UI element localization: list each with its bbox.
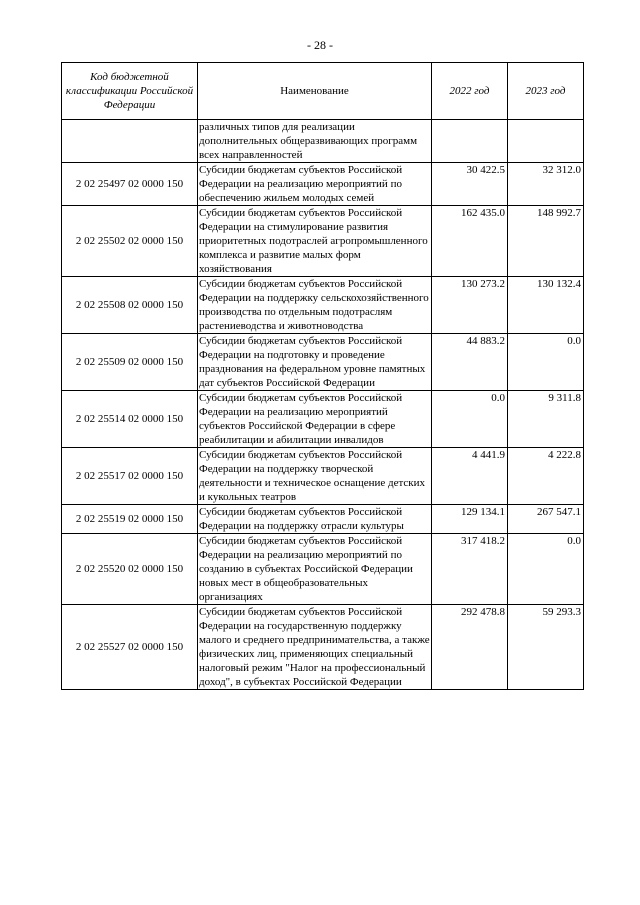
- cell-2023: [508, 120, 584, 163]
- cell-name: Субсидии бюджетам субъектов Российской Федерации на реализацию мероприятий по созданию в субъектах Российской Федерации новых мест в общеобразовательных организациях: [198, 534, 432, 605]
- header-name: Наименование: [198, 63, 432, 120]
- cell-code: 2 02 25527 02 0000 150: [62, 605, 198, 690]
- table-row: [62, 334, 584, 391]
- cell-code: 2 02 25517 02 0000 150: [62, 448, 198, 505]
- table-row: [62, 505, 584, 534]
- cell-2023: 59 293.3: [508, 605, 584, 690]
- cell-2022: [432, 120, 508, 163]
- cell-code: 2 02 25508 02 0000 150: [62, 277, 198, 334]
- cell-code: [62, 120, 198, 163]
- cell-2022: 0.0: [432, 391, 508, 448]
- cell-2022: 44 883.2: [432, 334, 508, 391]
- table-row: [62, 605, 584, 690]
- cell-2023: 9 311.8: [508, 391, 584, 448]
- header-2022: 2022 год: [432, 63, 508, 120]
- table-row: [62, 277, 584, 334]
- cell-name: различных типов для реализации дополнительных общеразвивающих программ всех направленностей: [198, 120, 432, 163]
- cell-2022: 30 422.5: [432, 163, 508, 206]
- cell-2023: 32 312.0: [508, 163, 584, 206]
- cell-name: Субсидии бюджетам субъектов Российской Федерации на реализацию мероприятий субъектов Российской Федерации в сфере реабилитации и абилитации инвалидов: [198, 391, 432, 448]
- cell-name: Субсидии бюджетам субъектов Российской Федерации на поддержку отрасли культуры: [198, 505, 432, 534]
- cell-name: Субсидии бюджетам субъектов Российской Федерации на реализацию мероприятий по обеспечению жильем молодых семей: [198, 163, 432, 206]
- table-row: [62, 391, 584, 448]
- cell-code: 2 02 25497 02 0000 150: [62, 163, 198, 206]
- table-row: [62, 120, 584, 163]
- table-row: [62, 206, 584, 277]
- cell-2022: 130 273.2: [432, 277, 508, 334]
- cell-code: 2 02 25519 02 0000 150: [62, 505, 198, 534]
- cell-2023: 4 222.8: [508, 448, 584, 505]
- table-row: [62, 163, 584, 206]
- table-row: [62, 448, 584, 505]
- budget-table: [61, 62, 584, 690]
- cell-2023: 267 547.1: [508, 505, 584, 534]
- cell-2022: 162 435.0: [432, 206, 508, 277]
- cell-2023: 0.0: [508, 534, 584, 605]
- cell-code: 2 02 25520 02 0000 150: [62, 534, 198, 605]
- cell-2022: 129 134.1: [432, 505, 508, 534]
- cell-code: 2 02 25514 02 0000 150: [62, 391, 198, 448]
- cell-2023: 0.0: [508, 334, 584, 391]
- cell-2022: 317 418.2: [432, 534, 508, 605]
- header-code: Код бюджетной классификации Российской Федерации: [62, 63, 198, 120]
- cell-2022: 4 441.9: [432, 448, 508, 505]
- header-2023: 2023 год: [508, 63, 584, 120]
- cell-name: Субсидии бюджетам субъектов Российской Федерации на поддержку сельскохозяйственного производства по отдельным подотраслям растениеводства и животноводства: [198, 277, 432, 334]
- cell-2022: 292 478.8: [432, 605, 508, 690]
- header-row: [62, 63, 584, 120]
- cell-name: Субсидии бюджетам субъектов Российской Федерации на поддержку творческой деятельности и техническое оснащение детских и кукольных театров: [198, 448, 432, 505]
- cell-code: 2 02 25502 02 0000 150: [62, 206, 198, 277]
- cell-2023: 130 132.4: [508, 277, 584, 334]
- cell-code: 2 02 25509 02 0000 150: [62, 334, 198, 391]
- cell-name: Субсидии бюджетам субъектов Российской Федерации на стимулирование развития приоритетных подотраслей агропромышленного комплекса и развитие малых форм хозяйствования: [198, 206, 432, 277]
- cell-2023: 148 992.7: [508, 206, 584, 277]
- table-row: [62, 534, 584, 605]
- cell-name: Субсидии бюджетам субъектов Российской Федерации на подготовку и проведение празднования на федеральном уровне памятных дат субъектов Российской Федерации: [198, 334, 432, 391]
- page-number: - 28 -: [307, 38, 333, 52]
- cell-name: Субсидии бюджетам субъектов Российской Федерации на государственную поддержку малого и среднего предпринимательства, а также физических лиц, применяющих специальный налоговый режим "Налог на профессиональный доход", в субъектах Российской Федерации: [199, 606, 430, 688]
